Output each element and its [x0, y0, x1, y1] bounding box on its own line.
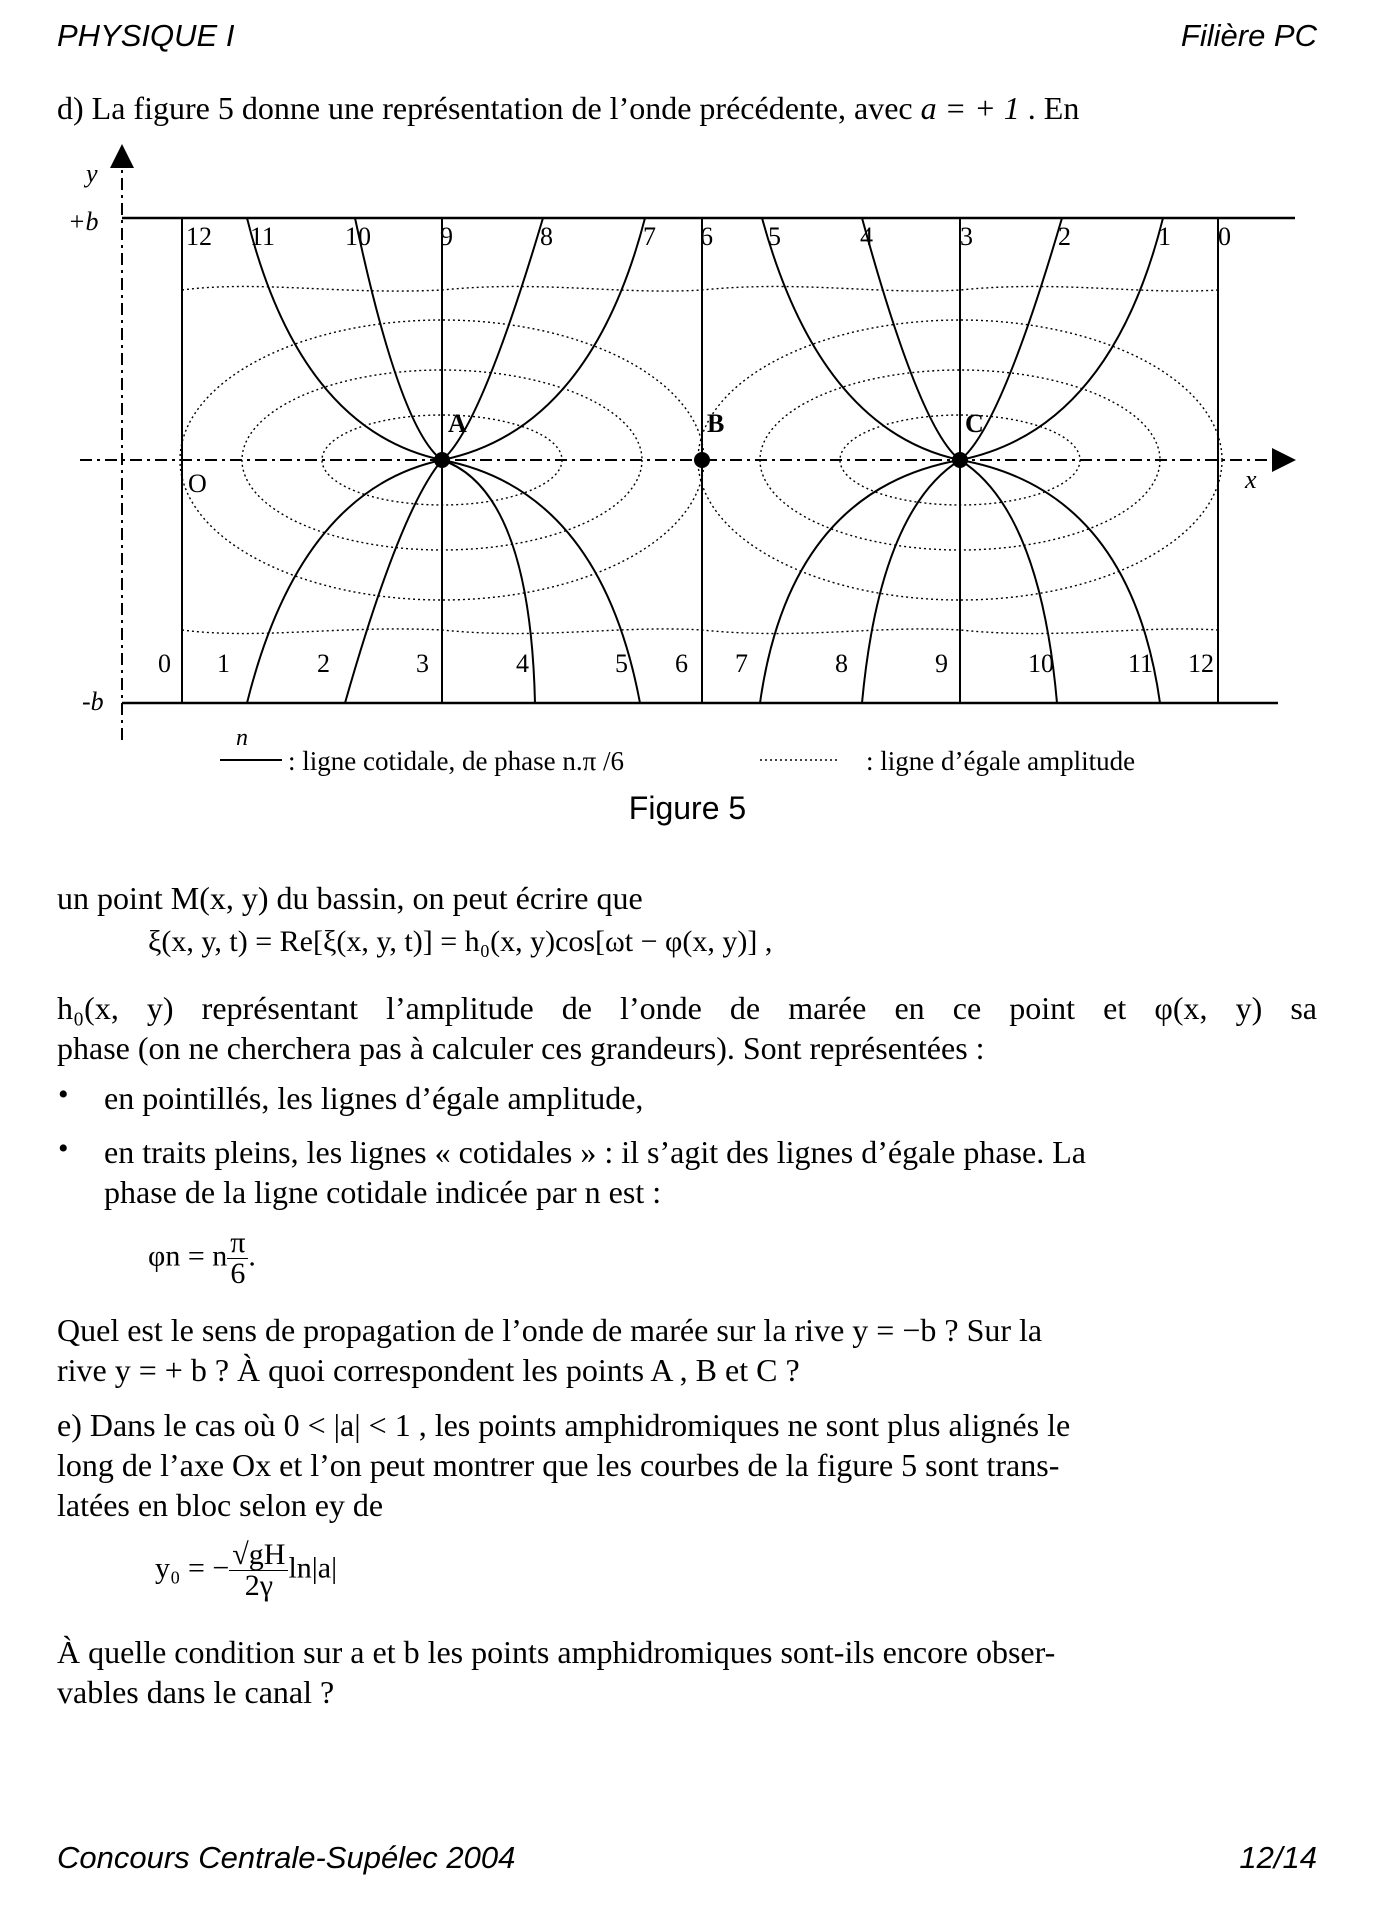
header-right: Filière PC	[1180, 18, 1317, 53]
phi-n-fraction	[227, 1228, 248, 1289]
body-line2: h₀(x, y) représentant l’amplitude de l’onde de marée en ce point et φ(x, y) sa	[57, 990, 1317, 1026]
bottom-label: 5	[615, 649, 628, 678]
header-left: PHYSIQUE I	[57, 18, 235, 53]
top-label: 11	[250, 222, 276, 251]
origin-label: O	[188, 469, 207, 498]
bullet-1: en pointillés, les lignes d’égale amplitude,	[104, 1080, 644, 1116]
question-2-line2: vables dans le canal ?	[57, 1674, 335, 1710]
figure-caption: Figure 5	[628, 790, 747, 826]
top-label: 10	[345, 222, 371, 251]
part-e-line1: e) Dans le cas où 0 < |a| < 1 , les points amphidromiques ne sont plus alignés le	[57, 1407, 1071, 1443]
y0-rhs: ln|a|	[288, 1551, 338, 1585]
bottom-label: 11	[1128, 649, 1154, 678]
bottom-label: 8	[835, 649, 848, 678]
point-C-label: C	[965, 409, 984, 438]
top-label: 4	[860, 222, 873, 251]
question-1-line1: Quel est le sens de propagation de l’onde de marée sur la rive y = −b ? Sur la	[57, 1312, 1043, 1348]
top-label: 8	[540, 222, 553, 251]
x-axis-label: x	[1245, 465, 1257, 494]
point-C-dot	[952, 452, 968, 468]
y0-den: 2γ	[244, 1569, 273, 1602]
intro-part2: . En	[1019, 90, 1080, 126]
minus-b-label: -b	[82, 687, 104, 716]
top-label: 1	[1158, 222, 1171, 251]
bullet-dot-1: •	[58, 1078, 69, 1111]
equation-xi: ξ(x, y, t) = Re[ξ(x, y, t)] = h₀(x, y)cos[ωt − φ(x, y)] ,	[148, 925, 773, 958]
question-2-line1: À quelle condition sur a et b les points amphidromiques sont-ils encore obser-	[57, 1634, 1056, 1670]
bullet-2-line1: en traits pleins, les lignes « cotidales » : il s’agit des lignes d’égale phase. La	[104, 1134, 1086, 1170]
point-A-dot	[434, 452, 450, 468]
y0-fraction	[229, 1540, 288, 1601]
top-label: 7	[643, 222, 656, 251]
bottom-label: 1	[217, 649, 230, 678]
bottom-label: 6	[675, 649, 688, 678]
top-label: 6	[700, 222, 713, 251]
bottom-label: 4	[516, 649, 529, 678]
legend-n: n	[236, 725, 248, 751]
footer-left: Concours Centrale-Supélec 2004	[57, 1840, 516, 1875]
point-B-label: B	[707, 409, 725, 438]
phi-n-den: 6	[230, 1257, 246, 1290]
part-e-line3: latées en bloc selon ey de	[57, 1487, 384, 1523]
equation-phi-n: φn = n $\frac{\pi}{6}$ .	[148, 1226, 256, 1290]
point-A-label: A	[448, 409, 467, 438]
intro-a-eq: a = + 1	[920, 90, 1020, 126]
bottom-label: 0	[158, 649, 171, 678]
phi-n-lhs: φn = n	[148, 1239, 228, 1273]
legend-amplitude: : ligne d’égale amplitude	[866, 746, 1136, 776]
bottom-label: 9	[935, 649, 948, 678]
bottom-labels	[158, 649, 1214, 678]
bottom-label: 7	[735, 649, 748, 678]
phi-n-num: π	[227, 1228, 248, 1259]
footer-right: 12/14	[1239, 1840, 1317, 1875]
body-line3: phase (on ne cherchera pas à calculer ces grandeurs). Sont représentées :	[57, 1030, 985, 1066]
y0-lhs: y₀ = −	[155, 1551, 230, 1585]
question-1-line2: rive y = + b ? À quoi correspondent les points A , B et C ?	[57, 1352, 800, 1388]
part-e-line2: long de l’axe Ox et l’on peut montrer que les courbes de la figure 5 sont trans-	[57, 1447, 1060, 1483]
intro-part1: d) La figure 5 donne une représentation de l’onde précédente, avec	[57, 90, 921, 126]
equation-y0	[155, 1540, 337, 1601]
bottom-label: 2	[317, 649, 330, 678]
top-label: 12	[186, 222, 212, 251]
bullet-dot-2: •	[58, 1132, 69, 1165]
top-labels	[186, 222, 1231, 251]
bottom-label: 12	[1188, 649, 1214, 678]
legend-cotidal: : ligne cotidale, de phase n.π /6	[288, 746, 625, 776]
y0-num: √gH	[229, 1540, 288, 1571]
top-label: 9	[440, 222, 453, 251]
figure-5	[0, 130, 1375, 790]
top-label: 0	[1218, 222, 1231, 251]
top-label: 3	[960, 222, 973, 251]
point-B-dot	[694, 452, 710, 468]
bottom-label: 10	[1028, 649, 1054, 678]
plus-b-label: +b	[68, 207, 99, 236]
y-axis-label: y	[86, 159, 98, 188]
body-line1: un point M(x, y) du bassin, on peut écrire que	[57, 880, 643, 916]
bullet-2-line2: phase de la ligne cotidale indicée par n est :	[104, 1174, 662, 1210]
bottom-label: 3	[416, 649, 429, 678]
intro-line	[57, 88, 1317, 128]
top-label: 2	[1058, 222, 1071, 251]
top-label: 5	[768, 222, 781, 251]
